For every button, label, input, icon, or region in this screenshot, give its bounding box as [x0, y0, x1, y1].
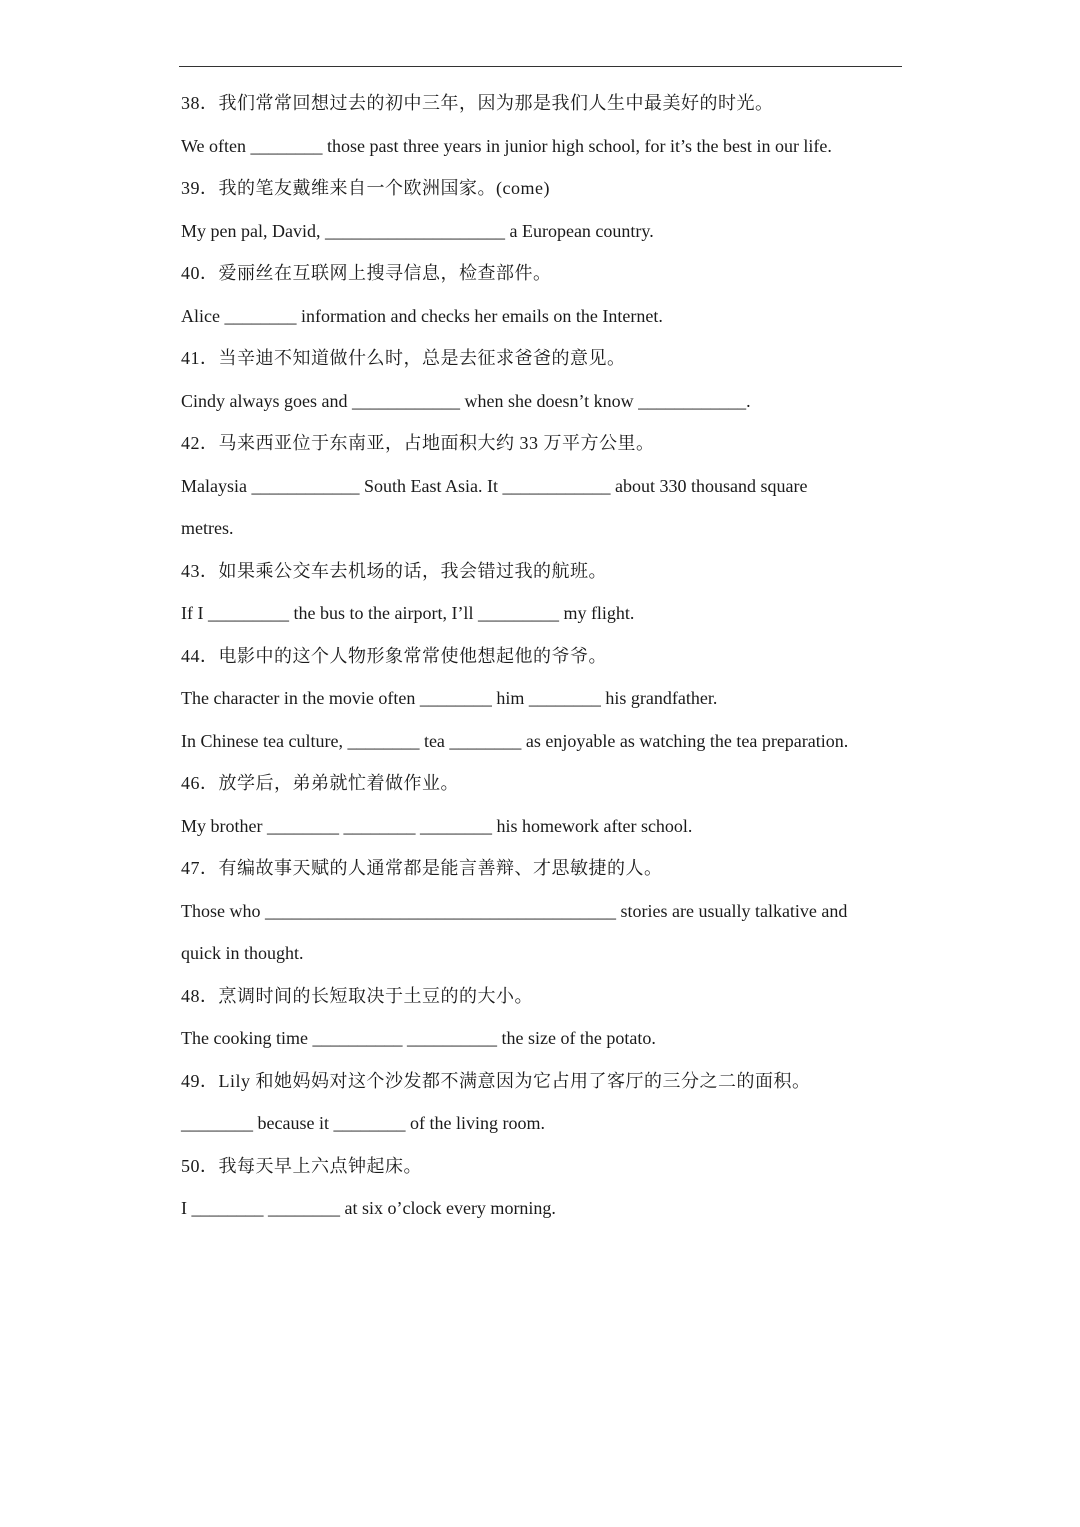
q47-english: Those who _______________________________________ stories are usually talkative and: [181, 900, 848, 921]
q47-chinese: 47．有编故事天赋的人通常都是能言善辩、才思敏捷的人。: [181, 858, 663, 878]
q42-chinese: 42．马来西亚位于东南亚，占地面积大约 33 万平方公里。: [181, 433, 655, 453]
q47-english-cont: quick in thought.: [181, 943, 304, 963]
q48-english: The cooking time __________ __________ the size of the potato.: [181, 1028, 656, 1048]
q50-english: I ________ ________ at six o’clock every morning.: [181, 1198, 556, 1218]
q42-english-cont: metres.: [181, 518, 234, 538]
q39-english: My pen pal, David, ____________________ a European country.: [181, 220, 654, 241]
q40-english: Alice ________ information and checks her emails on the Internet.: [181, 305, 663, 326]
q43-english: If I _________ the bus to the airport, I’ll _________ my flight.: [181, 603, 635, 623]
q49-chinese: 49．Lily 和她妈妈对这个沙发都不满意因为它占用了客厅的三分之二的面积。: [181, 1070, 811, 1091]
q44-english: The character in the movie often ________ him ________ his grandfather.: [181, 688, 718, 708]
top-rule: [179, 66, 902, 67]
q41-chinese: 41．当辛迪不知道做什么时，总是去征求爸爸的意见。: [181, 348, 626, 368]
q46-chinese: 46．放学后，弟弟就忙着做作业。: [181, 773, 459, 793]
q38-chinese: 38．我们常常回想过去的初中三年，因为那是我们人生中最美好的时光。: [181, 93, 774, 113]
q41-english: Cindy always goes and ____________ when she doesn’t know ____________.: [181, 390, 751, 411]
q45-english: In Chinese tea culture, ________ tea ________ as enjoyable as watching the tea preparation.: [181, 730, 849, 751]
q50-chinese: 50．我每天早上六点钟起床。: [181, 1155, 422, 1176]
exercise-content: [181, 82, 901, 1230]
q43-chinese: 43．如果乘公交车去机场的话，我会错过我的航班。: [181, 560, 607, 581]
q48-chinese: 48．烹调时间的长短取决于土豆的的大小。: [181, 985, 533, 1006]
q42-english: Malaysia ____________ South East Asia. It ____________ about 330 thousand square: [181, 475, 808, 496]
q46-english: My brother ________ ________ ________ his homework after school.: [181, 815, 693, 836]
q49-english: ________ because it ________ of the living room.: [181, 1113, 545, 1133]
q44-chinese: 44．电影中的这个人物形象常常使他想起他的爷爷。: [181, 645, 607, 666]
q38-english: We often ________ those past three years in junior high school, for it’s the best in our life.: [181, 135, 832, 156]
q40-chinese: 40．爱丽丝在互联网上搜寻信息，检查部件。: [181, 263, 552, 283]
q39-chinese: 39．我的笔友戴维来自一个欧洲国家。(come): [181, 178, 550, 198]
